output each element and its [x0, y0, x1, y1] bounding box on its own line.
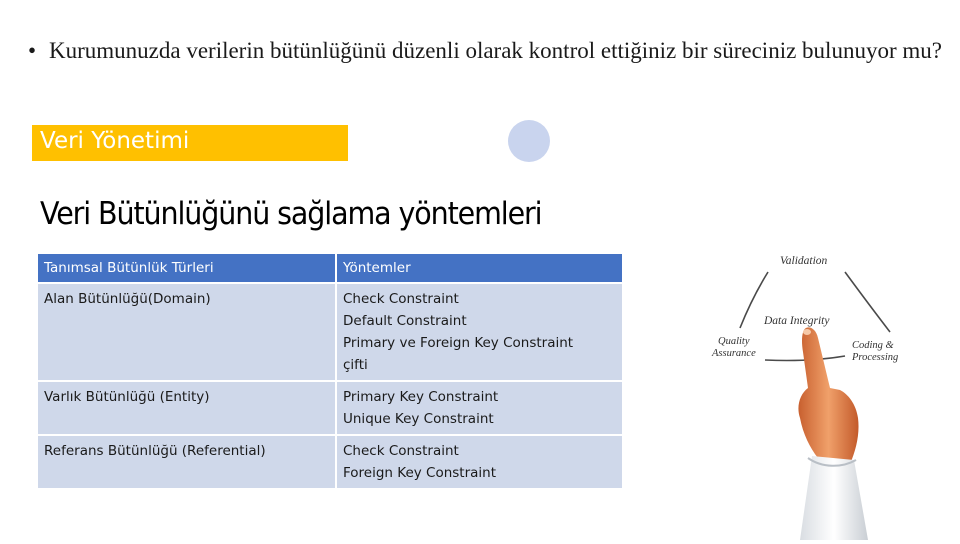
integrity-type-cell: Alan Bütünlüğü(Domain) — [38, 284, 335, 380]
integrity-type-cell: Varlık Bütünlüğü (Entity) — [38, 382, 335, 434]
slide-title: Veri Bütünlüğünü sağlama yöntemleri — [40, 196, 542, 232]
table-header-row — [38, 254, 622, 282]
section-banner-label: Veri Yönetimi — [40, 128, 190, 154]
integrity-type-cell: Referans Bütünlüğü (Referential) — [38, 436, 335, 488]
data-integrity-label: Data Integrity — [764, 315, 830, 327]
data-integrity-illustration — [690, 228, 960, 540]
method-item: Primary Key Constraint — [343, 389, 499, 405]
method-item: Default Constraint — [343, 313, 467, 329]
decorative-circle — [508, 120, 550, 162]
method-item: Primary ve Foreign Key Constraint — [343, 335, 574, 351]
method-item: çifti — [343, 357, 368, 373]
quality-label: Quality — [718, 336, 750, 347]
section-banner — [32, 125, 348, 161]
question-text-block — [28, 36, 948, 66]
methods-cell — [337, 436, 622, 488]
method-item: Foreign Key Constraint — [343, 465, 497, 481]
methods-cell — [337, 382, 622, 434]
processing-label: Processing — [852, 352, 899, 363]
bullet-point: • — [28, 38, 37, 63]
method-item: Check Constraint — [343, 443, 459, 459]
table-row — [38, 436, 622, 488]
method-item: Check Constraint — [343, 291, 459, 307]
assurance-label: Assurance — [712, 348, 756, 359]
table-row — [38, 382, 622, 434]
validation-label: Validation — [780, 255, 828, 267]
methods-cell — [337, 284, 622, 380]
table-row — [38, 284, 622, 380]
coding-label: Coding & — [852, 340, 894, 351]
method-item: Unique Key Constraint — [343, 411, 494, 427]
table-header-cell: Yöntemler — [337, 254, 622, 282]
illustration-svg — [690, 228, 960, 540]
integrity-methods-table — [36, 252, 624, 490]
table-header-cell: Tanımsal Bütünlük Türleri — [38, 254, 335, 282]
question-text: Kurumunuzda verilerin bütünlüğünü düzenli olarak kontrol ettiğiniz bir süreciniz bulunuyor mu? — [49, 38, 942, 63]
